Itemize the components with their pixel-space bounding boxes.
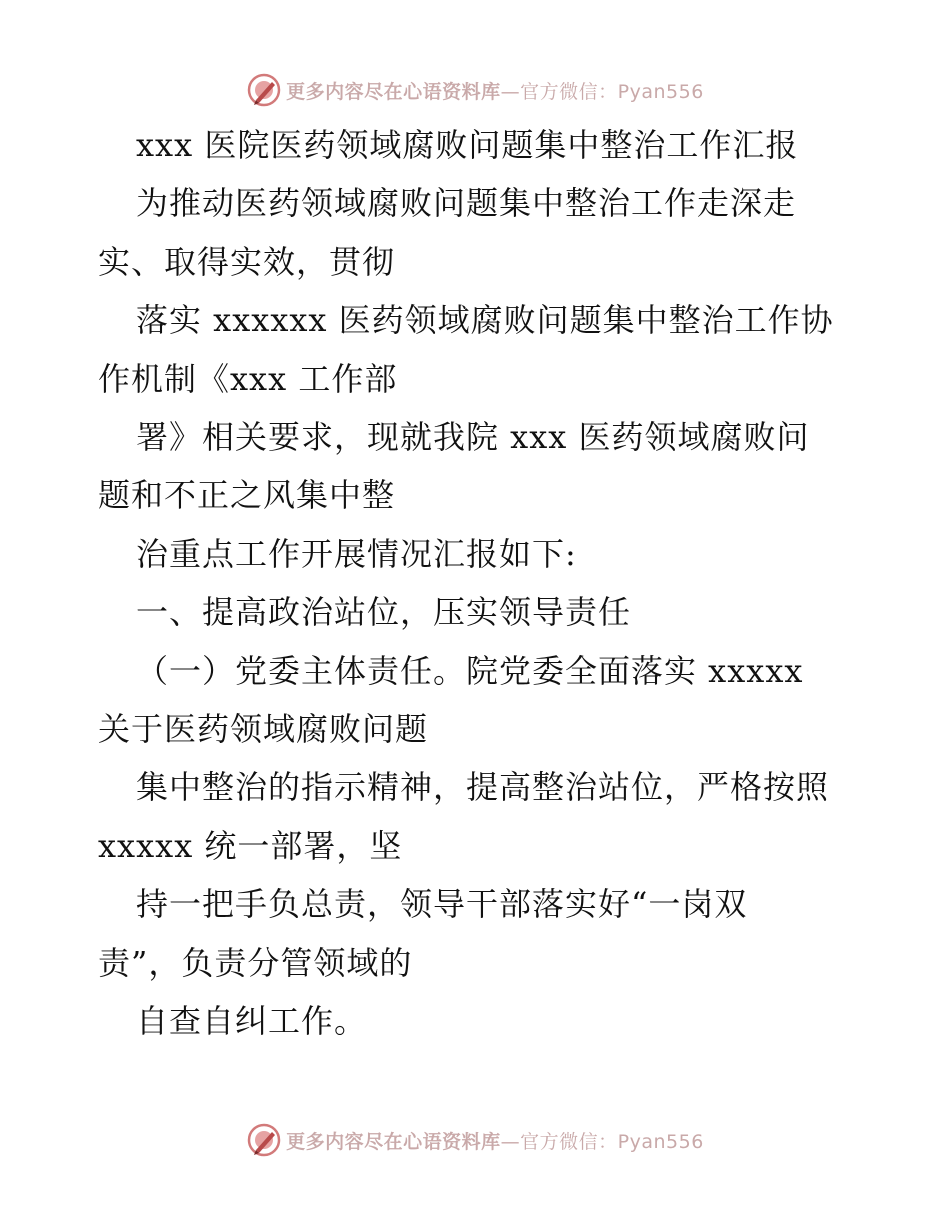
text-line: 责”，负责分管领域的	[98, 943, 413, 982]
watermark-contact: —官方微信：Pyan556	[500, 1130, 704, 1153]
text-line: 题和不正之风集中整	[98, 476, 396, 515]
document-title: xxx 医院医药领域腐败问题集中整治工作汇报	[136, 126, 799, 164]
pen-logo-icon	[246, 1122, 282, 1158]
text-line: 治重点工作开展情况汇报如下:	[136, 534, 577, 573]
text-line: xxxxx 统一部署，坚	[98, 826, 403, 865]
text-line: 关于医药领域腐败问题	[98, 710, 429, 749]
watermark-footer	[0, 1120, 950, 1160]
text-line: 作机制《xxx 工作部	[98, 359, 398, 398]
text-line: 实、取得实效，贯彻	[98, 242, 396, 281]
watermark-header	[0, 70, 950, 110]
text-line: 持一把手负总责，领导干部落实好“一岗双	[136, 885, 748, 924]
watermark-text: 更多内容尽在心语资料库	[286, 80, 501, 103]
text-line: 署》相关要求，现就我院 xxx 医药领域腐败问	[136, 418, 810, 457]
text-line: 为推动医药领域腐败问题集中整治工作走深走	[136, 184, 797, 223]
text-line: 落实 xxxxxx 医药领域腐败问题集中整治工作协	[136, 301, 834, 340]
text-line: 集中整治的指示精神，提高整治站位，严格按照	[136, 768, 830, 807]
document-body	[98, 116, 878, 1051]
subsection-heading: （一）党委主体责任。院党委全面落实 xxxxx	[136, 651, 804, 690]
text-line: 自查自纠工作。	[136, 1002, 368, 1041]
section-heading: 一、提高政治站位，压实领导责任	[136, 593, 632, 632]
watermark-contact: —官方微信：Pyan556	[500, 80, 704, 103]
watermark-text: 更多内容尽在心语资料库	[286, 1130, 501, 1153]
pen-logo-icon	[246, 72, 282, 108]
